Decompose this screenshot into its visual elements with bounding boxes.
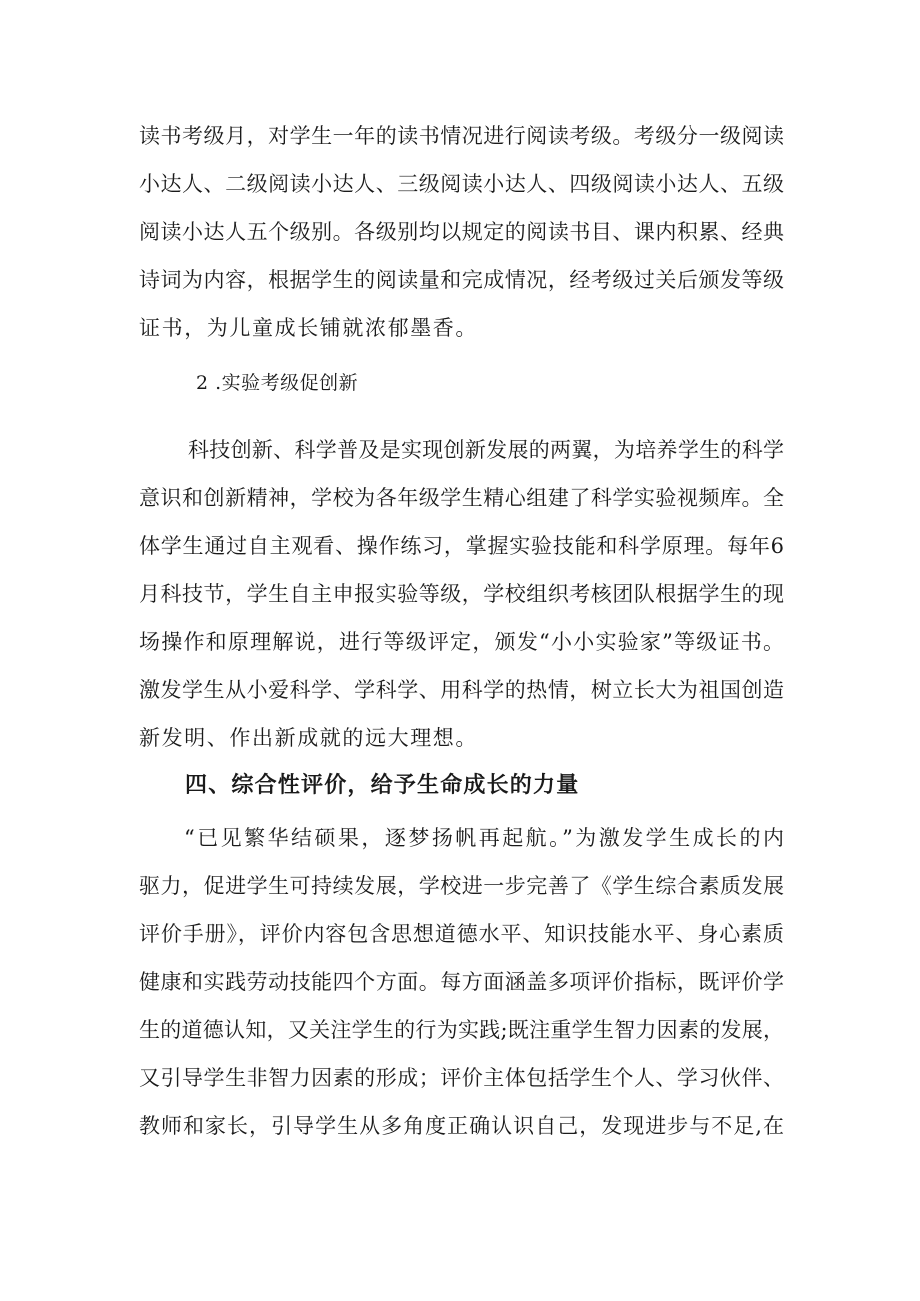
experiment-paragraph-line-4: 月科技节，学生自主申报实验等级，学校组织考核团队根据学生的现 [139, 582, 784, 606]
subheading-experiment: 2 .实验考级促创新 [196, 372, 359, 394]
reading-paragraph-line-1: 读书考级月，对学生一年的读书情况进行阅读考级。考级分一级阅读 [139, 124, 784, 148]
experiment-paragraph-line-1: 科技创新、科学普及是实现创新发展的两翼，为培养学生的科学 [188, 438, 784, 462]
evaluation-paragraph-line-2: 驱力，促进学生可持续发展，学校进一步完善了《学生综合素质发展 [139, 874, 784, 898]
experiment-paragraph-line-2: 意识和创新精神，学校为各年级学生精心组建了科学实验视频库。全 [139, 486, 784, 510]
experiment-paragraph-line-5: 场操作和原理解说，进行等级评定，颁发“小小实验家”等级证书。 [139, 630, 784, 654]
reading-paragraph-line-5: 证书，为儿童成长铺就浓郁墨香。 [139, 316, 478, 340]
reading-paragraph-line-3: 阅读小达人五个级别。各级别均以规定的阅读书目、课内积累、经典 [139, 220, 784, 244]
evaluation-paragraph-line-3: 评价手册》，评价内容包含思想道德水平、知识技能水平、身心素质 [139, 922, 784, 946]
evaluation-paragraph-line-4: 健康和实践劳动技能四个方面。每方面涵盖多项评价指标，既评价学 [139, 970, 784, 994]
evaluation-paragraph-line-5: 生的道德认知，又关注学生的行为实践;既注重学生智力因素的发展， [139, 1018, 784, 1042]
evaluation-paragraph-line-6: 又引导学生非智力因素的形成；评价主体包括学生个人、学习伙伴、 [139, 1066, 784, 1090]
experiment-paragraph-line-3: 体学生通过自主观看、操作练习，掌握实验技能和科学原理。每年6 [139, 534, 784, 558]
experiment-paragraph-line-6: 激发学生从小爱科学、学科学、用科学的热情，树立长大为祖国创造 [139, 678, 784, 702]
evaluation-paragraph-line-1: “已见繁华结硕果，逐梦扬帆再起航。”为激发学生成长的内 [184, 826, 784, 850]
section-heading-comprehensive-evaluation: 四、综合性评价，给予生命成长的力量 [185, 773, 580, 798]
reading-paragraph-line-4: 诗词为内容，根据学生的阅读量和完成情况，经考级过关后颁发等级 [139, 268, 784, 292]
evaluation-paragraph-line-7: 教师和家长，引导学生从多角度正确认识自己，发现进步与不足,在 [139, 1114, 784, 1138]
reading-paragraph-line-2: 小达人、二级阅读小达人、三级阅读小达人、四级阅读小达人、五级 [139, 172, 784, 196]
experiment-paragraph-line-7: 新发明、作出新成就的远大理想。 [139, 726, 478, 750]
